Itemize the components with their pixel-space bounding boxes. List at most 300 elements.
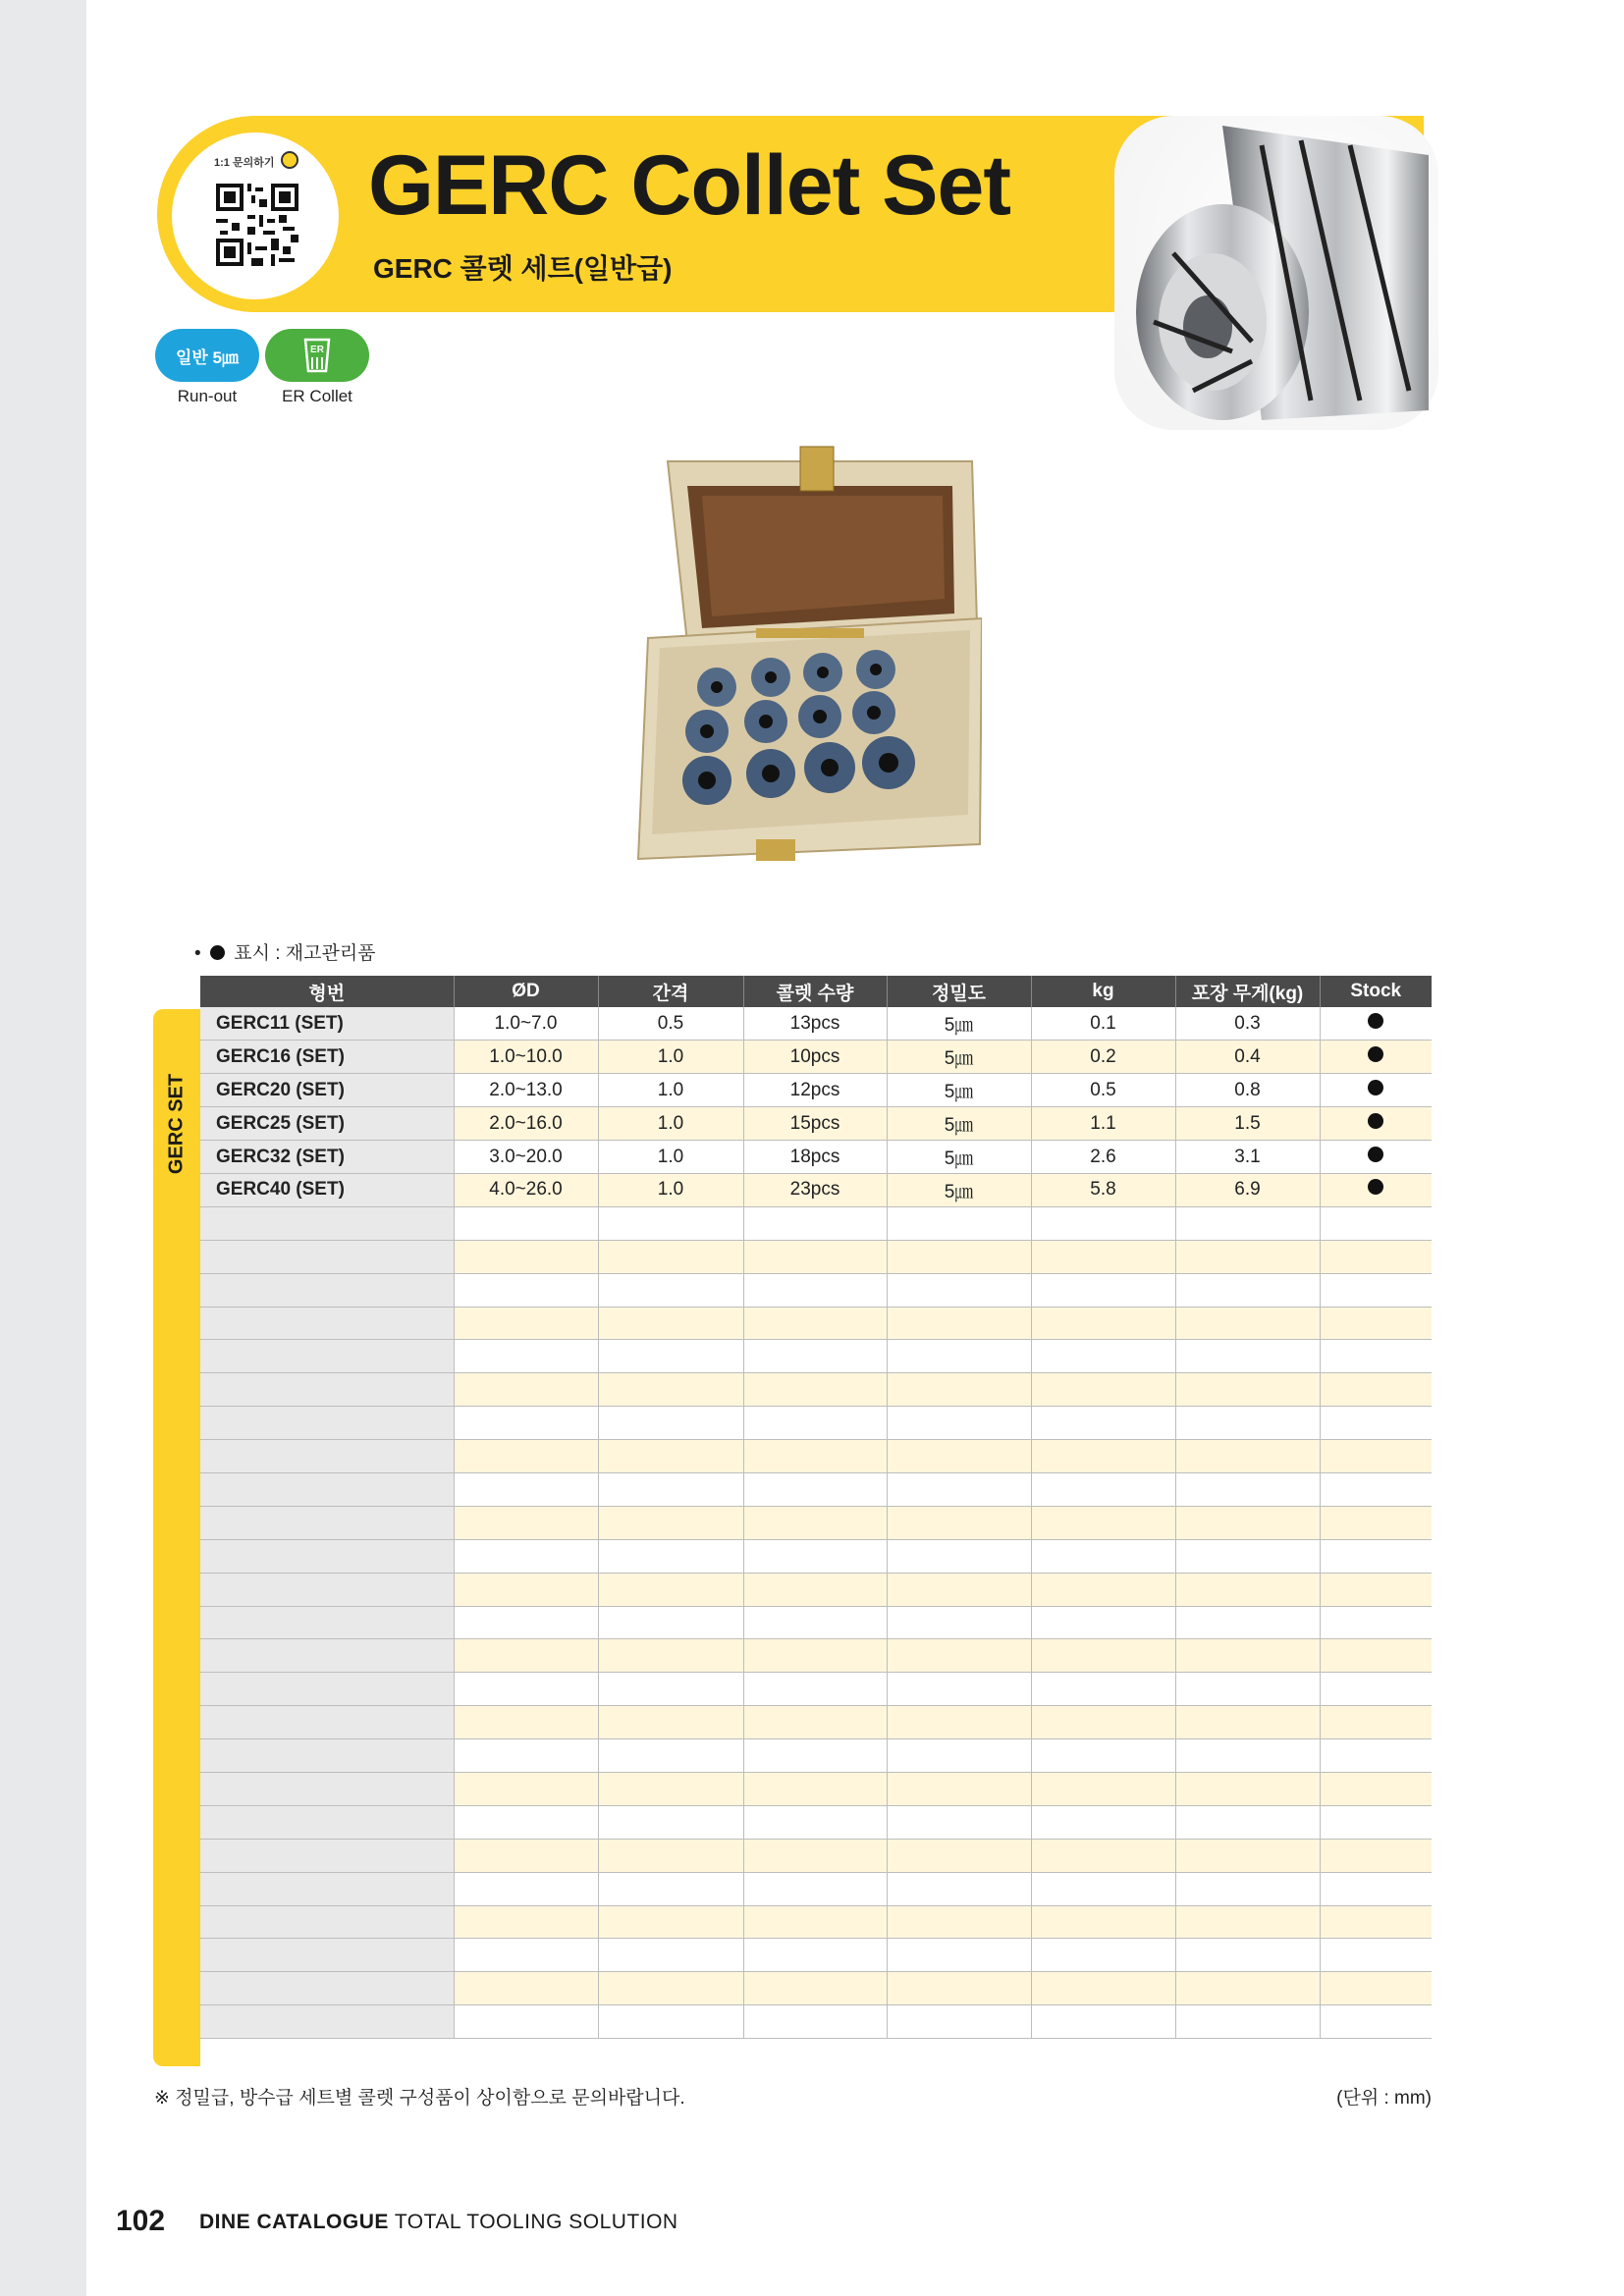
empty-cell <box>1031 1972 1175 2005</box>
empty-cell <box>743 1206 887 1240</box>
cell-stock <box>1320 1173 1432 1206</box>
empty-cell <box>743 1307 887 1340</box>
empty-table-row <box>200 1573 1432 1606</box>
empty-table-row <box>200 2005 1432 2039</box>
empty-cell <box>1320 1472 1432 1506</box>
table-row <box>200 1041 1432 1074</box>
empty-table-row <box>200 1706 1432 1739</box>
empty-cell <box>1031 1639 1175 1673</box>
empty-cell <box>454 1739 598 1773</box>
empty-cell <box>743 1639 887 1673</box>
cell-model: GERC20 (SET) <box>200 1074 454 1107</box>
empty-cell <box>887 1972 1031 2005</box>
empty-cell <box>743 1240 887 1273</box>
empty-cell <box>1175 1905 1320 1939</box>
empty-cell <box>743 1472 887 1506</box>
empty-table-row <box>200 1240 1432 1273</box>
empty-cell <box>1175 1772 1320 1805</box>
empty-cell <box>598 1972 743 2005</box>
stock-dot-icon <box>1368 1179 1383 1195</box>
empty-cell <box>1320 1206 1432 1240</box>
cell-qty: 18pcs <box>743 1141 887 1174</box>
empty-cell <box>1175 1307 1320 1340</box>
footer-brand <box>199 2211 678 2234</box>
empty-table-row <box>200 1772 1432 1805</box>
empty-cell <box>454 1273 598 1307</box>
empty-cell <box>1175 1706 1320 1739</box>
empty-cell <box>1175 1805 1320 1839</box>
empty-table-row <box>200 1440 1432 1473</box>
empty-cell <box>200 1739 454 1773</box>
stock-dot-icon <box>1368 1080 1383 1095</box>
table-row <box>200 1007 1432 1041</box>
empty-cell <box>1320 1739 1432 1773</box>
legend-text: 표시 : 재고관리품 <box>234 943 376 964</box>
empty-cell <box>1031 1539 1175 1573</box>
empty-cell <box>598 1307 743 1340</box>
empty-cell <box>1320 1340 1432 1373</box>
cell-step: 1.0 <box>598 1074 743 1107</box>
empty-cell <box>598 1440 743 1473</box>
empty-table-row <box>200 1872 1432 1905</box>
empty-cell <box>1320 1440 1432 1473</box>
cell-precision: 5㎛ <box>887 1173 1031 1206</box>
empty-cell <box>1320 1639 1432 1673</box>
stock-dot-icon <box>210 945 225 960</box>
cell-od: 4.0~26.0 <box>454 1173 598 1206</box>
empty-cell <box>454 1706 598 1739</box>
cell-qty: 23pcs <box>743 1173 887 1206</box>
empty-table-row <box>200 1472 1432 1506</box>
empty-cell <box>887 1739 1031 1773</box>
footer-brand-name: DINE CATALOGUE <box>199 2211 389 2233</box>
empty-cell <box>1175 2005 1320 2039</box>
spec-table <box>200 976 1432 2039</box>
empty-cell <box>1031 1573 1175 1606</box>
empty-table-row <box>200 1606 1432 1639</box>
empty-cell <box>200 1872 454 1905</box>
cell-precision: 5㎛ <box>887 1041 1031 1074</box>
empty-cell <box>1031 1472 1175 1506</box>
empty-cell <box>200 1240 454 1273</box>
empty-cell <box>1320 1905 1432 1939</box>
cell-qty: 15pcs <box>743 1107 887 1141</box>
empty-table-row <box>200 1307 1432 1340</box>
cell-pack: 0.4 <box>1175 1041 1320 1074</box>
empty-cell <box>1175 1606 1320 1639</box>
chat-icon <box>281 151 298 169</box>
empty-cell <box>200 1606 454 1639</box>
table-row <box>200 1107 1432 1141</box>
empty-cell <box>743 1939 887 1972</box>
cell-model: GERC25 (SET) <box>200 1107 454 1141</box>
empty-cell <box>1175 1739 1320 1773</box>
empty-cell <box>1031 1340 1175 1373</box>
cell-step: 1.0 <box>598 1041 743 1074</box>
empty-table-row <box>200 1739 1432 1773</box>
empty-cell <box>200 1373 454 1407</box>
empty-cell <box>200 1506 454 1539</box>
col-header-kg: kg <box>1031 976 1175 1007</box>
empty-cell <box>200 1539 454 1573</box>
empty-cell <box>1320 1539 1432 1573</box>
empty-cell <box>454 1972 598 2005</box>
cell-kg: 0.2 <box>1031 1041 1175 1074</box>
cell-od: 1.0~10.0 <box>454 1041 598 1074</box>
empty-cell <box>743 1506 887 1539</box>
cell-step: 0.5 <box>598 1007 743 1041</box>
empty-cell <box>454 1872 598 1905</box>
cell-pack: 0.3 <box>1175 1007 1320 1041</box>
cell-od: 1.0~7.0 <box>454 1007 598 1041</box>
col-header-model: 형번 <box>200 976 454 1007</box>
empty-cell <box>454 1905 598 1939</box>
empty-cell <box>200 1706 454 1739</box>
empty-cell <box>598 1905 743 1939</box>
empty-cell <box>454 1440 598 1473</box>
table-header-row <box>200 976 1432 1007</box>
stock-dot-icon <box>1368 1013 1383 1029</box>
empty-cell <box>743 1805 887 1839</box>
empty-table-row <box>200 1506 1432 1539</box>
empty-cell <box>887 1573 1031 1606</box>
empty-table-row <box>200 1340 1432 1373</box>
empty-cell <box>200 1472 454 1506</box>
empty-cell <box>743 1972 887 2005</box>
empty-cell <box>454 1939 598 1972</box>
empty-cell <box>887 1206 1031 1240</box>
empty-cell <box>1175 1539 1320 1573</box>
cell-precision: 5㎛ <box>887 1107 1031 1141</box>
empty-cell <box>1320 1706 1432 1739</box>
empty-cell <box>454 1340 598 1373</box>
empty-cell <box>200 1939 454 1972</box>
cell-od: 3.0~20.0 <box>454 1141 598 1174</box>
empty-cell <box>200 2005 454 2039</box>
stock-dot-icon <box>1368 1113 1383 1129</box>
empty-cell <box>598 1273 743 1307</box>
cell-kg: 0.5 <box>1031 1074 1175 1107</box>
cell-model: GERC11 (SET) <box>200 1007 454 1041</box>
cell-pack: 6.9 <box>1175 1173 1320 1206</box>
empty-cell <box>1031 1772 1175 1805</box>
empty-table-row <box>200 1673 1432 1706</box>
empty-cell <box>887 1905 1031 1939</box>
empty-cell <box>598 1539 743 1573</box>
empty-cell <box>598 1506 743 1539</box>
empty-cell <box>887 1839 1031 1872</box>
empty-table-row <box>200 1373 1432 1407</box>
empty-cell <box>200 1273 454 1307</box>
empty-cell <box>743 1673 887 1706</box>
stock-dot-icon <box>1368 1046 1383 1062</box>
empty-cell <box>1320 2005 1432 2039</box>
empty-cell <box>887 1307 1031 1340</box>
empty-cell <box>1031 1273 1175 1307</box>
empty-cell <box>598 1805 743 1839</box>
empty-cell <box>743 1739 887 1773</box>
empty-table-row <box>200 1939 1432 1972</box>
cell-precision: 5㎛ <box>887 1074 1031 1107</box>
runout-caption: Run-out <box>177 387 238 405</box>
empty-cell <box>1320 1273 1432 1307</box>
cell-kg: 1.1 <box>1031 1107 1175 1141</box>
empty-cell <box>1320 1240 1432 1273</box>
empty-cell <box>454 1506 598 1539</box>
empty-cell <box>1175 1939 1320 1972</box>
empty-cell <box>200 1440 454 1473</box>
empty-cell <box>887 1606 1031 1639</box>
empty-cell <box>1031 2005 1175 2039</box>
empty-cell <box>1320 1573 1432 1606</box>
col-header-precision: 정밀도 <box>887 976 1031 1007</box>
empty-table-row <box>200 1273 1432 1307</box>
cell-stock <box>1320 1007 1432 1041</box>
empty-cell <box>1031 1206 1175 1240</box>
cell-kg: 5.8 <box>1031 1173 1175 1206</box>
empty-cell <box>887 1939 1031 1972</box>
empty-cell <box>887 1805 1031 1839</box>
table-body <box>200 1007 1432 2039</box>
empty-cell <box>1031 1673 1175 1706</box>
empty-cell <box>743 1539 887 1573</box>
empty-cell <box>1320 1407 1432 1440</box>
runout-badge: 일반 5㎛ <box>155 329 259 382</box>
empty-cell <box>200 1206 454 1240</box>
empty-cell <box>743 1872 887 1905</box>
er-collet-caption: ER Collet <box>282 387 352 405</box>
er-collet-badge <box>265 329 369 382</box>
empty-cell <box>1175 1440 1320 1473</box>
empty-cell <box>454 1307 598 1340</box>
empty-cell <box>598 1206 743 1240</box>
empty-cell <box>454 1805 598 1839</box>
empty-cell <box>454 1606 598 1639</box>
empty-table-row <box>200 1407 1432 1440</box>
cell-step: 1.0 <box>598 1141 743 1174</box>
empty-cell <box>200 1772 454 1805</box>
empty-cell <box>887 1673 1031 1706</box>
stock-dot-icon <box>1368 1147 1383 1162</box>
empty-cell <box>454 1673 598 1706</box>
empty-cell <box>887 1373 1031 1407</box>
page-title: GERC Collet Set <box>368 138 1010 233</box>
empty-cell <box>1175 1240 1320 1273</box>
cell-pack: 1.5 <box>1175 1107 1320 1141</box>
empty-cell <box>598 1639 743 1673</box>
empty-table-row <box>200 1539 1432 1573</box>
empty-cell <box>598 2005 743 2039</box>
empty-cell <box>1175 1340 1320 1373</box>
empty-cell <box>1175 1206 1320 1240</box>
empty-cell <box>1320 1772 1432 1805</box>
empty-cell <box>743 1407 887 1440</box>
stock-legend <box>194 938 376 965</box>
empty-cell <box>200 1407 454 1440</box>
empty-cell <box>1031 1805 1175 1839</box>
empty-cell <box>1320 1506 1432 1539</box>
cell-model: GERC16 (SET) <box>200 1041 454 1074</box>
empty-cell <box>887 1706 1031 1739</box>
empty-cell <box>200 1340 454 1373</box>
empty-table-row <box>200 1905 1432 1939</box>
empty-cell <box>1175 1839 1320 1872</box>
empty-cell <box>598 1739 743 1773</box>
empty-cell <box>887 1472 1031 1506</box>
empty-cell <box>887 2005 1031 2039</box>
empty-cell <box>200 1805 454 1839</box>
col-header-stock: Stock <box>1320 976 1432 1007</box>
empty-cell <box>1031 1839 1175 1872</box>
empty-cell <box>887 1506 1031 1539</box>
empty-cell <box>743 1706 887 1739</box>
empty-cell <box>887 1340 1031 1373</box>
empty-cell <box>454 1407 598 1440</box>
cell-od: 2.0~16.0 <box>454 1107 598 1141</box>
collet-set-box-photo <box>609 442 982 874</box>
er-collet-icon <box>300 336 334 375</box>
empty-cell <box>887 1440 1031 1473</box>
table-row <box>200 1173 1432 1206</box>
empty-cell <box>598 1772 743 1805</box>
empty-cell <box>743 1440 887 1473</box>
empty-table-row <box>200 1972 1432 2005</box>
empty-cell <box>887 1407 1031 1440</box>
side-label <box>160 1070 193 1178</box>
empty-cell <box>598 1839 743 1872</box>
empty-cell <box>743 2005 887 2039</box>
cell-stock <box>1320 1041 1432 1074</box>
empty-cell <box>743 1772 887 1805</box>
page-subtitle: GERC 콜렛 세트(일반급) <box>373 253 673 284</box>
empty-cell <box>598 1573 743 1606</box>
empty-cell <box>743 1340 887 1373</box>
empty-cell <box>1031 1440 1175 1473</box>
page-number: 102 <box>116 2205 166 2237</box>
empty-cell <box>598 1340 743 1373</box>
empty-cell <box>1175 1273 1320 1307</box>
empty-cell <box>454 1539 598 1573</box>
empty-cell <box>743 1373 887 1407</box>
empty-cell <box>454 1373 598 1407</box>
empty-cell <box>598 1706 743 1739</box>
empty-cell <box>1175 1573 1320 1606</box>
cell-pack: 3.1 <box>1175 1141 1320 1174</box>
empty-cell <box>887 1872 1031 1905</box>
empty-cell <box>1175 1872 1320 1905</box>
empty-cell <box>1031 1706 1175 1739</box>
empty-cell <box>887 1539 1031 1573</box>
empty-cell <box>1031 1240 1175 1273</box>
col-header-qty: 콜렛 수량 <box>743 976 887 1007</box>
empty-cell <box>454 1472 598 1506</box>
cell-model: GERC32 (SET) <box>200 1141 454 1174</box>
col-header-step: 간격 <box>598 976 743 1007</box>
empty-cell <box>1320 1972 1432 2005</box>
empty-cell <box>200 1573 454 1606</box>
footer-tagline: TOTAL TOOLING SOLUTION <box>394 2211 678 2233</box>
cell-step: 1.0 <box>598 1173 743 1206</box>
empty-cell <box>743 1273 887 1307</box>
empty-cell <box>1175 1506 1320 1539</box>
footnote: ※ 정밀급, 방수급 세트별 콜렛 구성품이 상이함으로 문의바랍니다. <box>154 2088 685 2109</box>
cell-kg: 2.6 <box>1031 1141 1175 1174</box>
cell-od: 2.0~13.0 <box>454 1074 598 1107</box>
er-label: ER <box>310 345 324 355</box>
empty-cell <box>1320 1805 1432 1839</box>
empty-table-row <box>200 1206 1432 1240</box>
empty-cell <box>1031 1307 1175 1340</box>
empty-cell <box>1175 1373 1320 1407</box>
empty-cell <box>1320 1606 1432 1639</box>
empty-cell <box>1175 1407 1320 1440</box>
cell-pack: 0.8 <box>1175 1074 1320 1107</box>
empty-cell <box>200 1307 454 1340</box>
col-header-pack-weight: 포장 무게(kg) <box>1175 976 1320 1007</box>
empty-cell <box>1175 1472 1320 1506</box>
empty-cell <box>454 1240 598 1273</box>
empty-cell <box>200 1905 454 1939</box>
col-header-od: ØD <box>454 976 598 1007</box>
qr-label: 1:1 문의하기 <box>214 157 275 169</box>
empty-cell <box>1031 1739 1175 1773</box>
cell-precision: 5㎛ <box>887 1007 1031 1041</box>
cell-qty: 10pcs <box>743 1041 887 1074</box>
cell-stock <box>1320 1074 1432 1107</box>
empty-cell <box>1320 1872 1432 1905</box>
empty-cell <box>598 1240 743 1273</box>
empty-cell <box>1031 1506 1175 1539</box>
table-row <box>200 1074 1432 1107</box>
qr-code-icon[interactable] <box>216 184 298 266</box>
empty-cell <box>598 1472 743 1506</box>
empty-cell <box>1031 1606 1175 1639</box>
empty-cell <box>454 1639 598 1673</box>
side-label-text: GERC SET <box>165 1073 188 1175</box>
empty-cell <box>200 1673 454 1706</box>
empty-cell <box>598 1673 743 1706</box>
cell-stock <box>1320 1107 1432 1141</box>
legend-bullet: • <box>194 943 201 964</box>
empty-cell <box>743 1839 887 1872</box>
empty-cell <box>598 1373 743 1407</box>
empty-cell <box>598 1606 743 1639</box>
empty-cell <box>743 1905 887 1939</box>
empty-table-row <box>200 1639 1432 1673</box>
empty-cell <box>1031 1905 1175 1939</box>
empty-cell <box>454 2005 598 2039</box>
empty-cell <box>887 1273 1031 1307</box>
collet-illustration <box>1114 116 1438 430</box>
empty-cell <box>598 1407 743 1440</box>
empty-cell <box>1320 1373 1432 1407</box>
empty-cell <box>1320 1673 1432 1706</box>
empty-cell <box>1031 1407 1175 1440</box>
empty-cell <box>887 1639 1031 1673</box>
empty-table-row <box>200 1805 1432 1839</box>
empty-cell <box>1175 1972 1320 2005</box>
empty-cell <box>200 1639 454 1673</box>
empty-cell <box>1031 1373 1175 1407</box>
empty-cell <box>1175 1639 1320 1673</box>
empty-cell <box>1320 1839 1432 1872</box>
empty-cell <box>454 1206 598 1240</box>
cell-step: 1.0 <box>598 1107 743 1141</box>
empty-cell <box>598 1872 743 1905</box>
empty-table-row <box>200 1839 1432 1872</box>
empty-cell <box>1031 1872 1175 1905</box>
empty-cell <box>1320 1307 1432 1340</box>
